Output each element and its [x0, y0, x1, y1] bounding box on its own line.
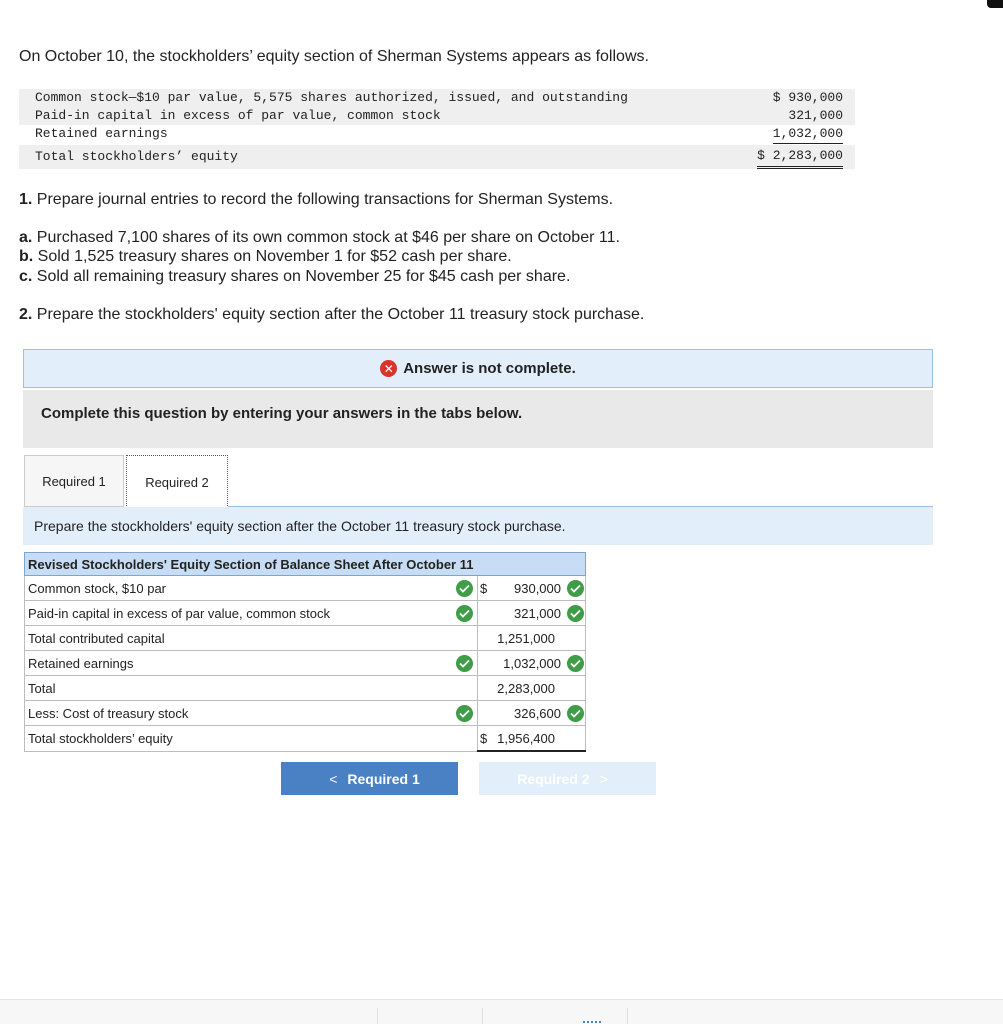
check-icon: [456, 580, 473, 597]
row-label: Total: [25, 676, 453, 701]
question-text: Purchased 7,100 shares of its own common stock at $46 per share on October 11.: [32, 229, 620, 246]
tab-label: Required 2: [145, 474, 209, 490]
amount-value: 2,283,000: [497, 680, 555, 696]
label-check-cell: [453, 726, 478, 752]
corner-mark: [987, 0, 1003, 8]
amount-value: 930,000: [514, 580, 561, 596]
check-icon: [456, 655, 473, 672]
prompt-bar: Prepare the stockholders' equity section after the October 11 treasury stock purchase.: [23, 507, 933, 545]
given-total-row: [19, 145, 855, 169]
label-check-cell: [453, 626, 478, 651]
table-row: [25, 626, 586, 651]
label-check-cell: [453, 651, 478, 676]
label-check-cell: [453, 601, 478, 626]
question-number: c.: [19, 268, 33, 285]
question-2: [19, 306, 644, 324]
question-text: Sold 1,525 treasury shares on November 1 for $52 cash per share.: [33, 248, 512, 265]
check-icon: [456, 705, 473, 722]
amount-cell: [478, 676, 586, 701]
check-icon: [567, 705, 584, 722]
toolbar-divider: [377, 1008, 378, 1024]
amount-value: 1,956,400: [497, 730, 555, 746]
tab-required-2[interactable]: [126, 455, 228, 508]
given-row-value: 321,000: [788, 108, 843, 123]
row-label: Total contributed capital: [25, 626, 453, 651]
dollar-sign: $: [480, 730, 488, 746]
dollar-sign: $: [480, 580, 488, 596]
given-row-label: Retained earnings: [35, 126, 168, 141]
given-row-label: Common stock—$10 par value, 5,575 shares authorized, issued, and outstanding: [35, 90, 628, 105]
given-row-value: 1,032,000: [773, 125, 843, 144]
given-total-label: Total stockholders’ equity: [35, 149, 238, 164]
next-required-2-button[interactable]: [479, 762, 656, 795]
question-number: 2.: [19, 306, 33, 323]
tab-label: Required 1: [42, 473, 106, 489]
given-row-label: Paid-in capital in excess of par value, common stock: [35, 108, 441, 123]
row-label: Total stockholders’ equity: [25, 726, 453, 752]
prev-required-1-button[interactable]: [281, 762, 458, 795]
table-row: [25, 701, 586, 726]
chevron-left-icon: <: [329, 770, 338, 787]
question-number: b.: [19, 248, 34, 265]
banner-text: Answer is not complete.: [403, 360, 576, 377]
amount-value: 321,000: [514, 605, 561, 621]
given-equity-section: [19, 89, 855, 169]
question-1: [19, 191, 613, 209]
question-text: Sold all remaining treasury shares on November 25 for $45 cash per share.: [32, 268, 571, 285]
error-x-icon: ✕: [380, 360, 397, 377]
amount-cell: [478, 626, 586, 651]
next-button-label: Required 2: [517, 770, 590, 787]
table-row: [25, 651, 586, 676]
check-icon: [567, 580, 584, 597]
given-total-value: $ 2,283,000: [757, 146, 843, 169]
row-label: Paid-in capital in excess of par value, common stock: [25, 601, 453, 626]
amount-input[interactable]: [478, 701, 586, 726]
amount-value: 1,032,000: [503, 655, 561, 671]
tab-required-1[interactable]: [24, 455, 124, 507]
question-1c: [19, 268, 570, 286]
prev-button-label: Required 1: [347, 770, 420, 787]
question-1b: [19, 248, 512, 266]
label-check-cell: [453, 576, 478, 601]
amount-input[interactable]: [478, 651, 586, 676]
given-row-value: $ 930,000: [772, 90, 843, 105]
question-number: 1.: [19, 191, 33, 208]
table-title: Revised Stockholders' Equity Section of Balance Sheet After October 11: [25, 553, 586, 576]
intro-text: On October 10, the stockholders’ equity section of Sherman Systems appears as follows.: [19, 48, 649, 65]
row-label: Retained earnings: [25, 651, 453, 676]
toolbar-divider: [627, 1008, 628, 1024]
check-icon: [456, 605, 473, 622]
incomplete-banner: [23, 349, 933, 388]
given-row: [19, 125, 855, 143]
instruction-bar: Complete this question by entering your answers in the tabs below.: [23, 390, 933, 448]
label-check-cell: [453, 701, 478, 726]
chevron-right-icon: >: [599, 770, 608, 787]
question-text: Prepare the stockholders' equity section after the October 11 treasury stock purchase.: [32, 306, 645, 323]
check-icon: [567, 605, 584, 622]
table-row: [25, 601, 586, 626]
amount-input[interactable]: [478, 576, 586, 601]
question-1a: [19, 229, 620, 247]
check-icon: [567, 655, 584, 672]
amount-value: 1,251,000: [497, 630, 555, 646]
label-check-cell: [453, 676, 478, 701]
question-text: Prepare journal entries to record the following transactions for Sherman Systems.: [32, 191, 614, 208]
amount-input[interactable]: [478, 601, 586, 626]
table-header-row: [25, 553, 586, 576]
given-row: [19, 107, 855, 125]
table-row: [25, 576, 586, 601]
table-row: [25, 676, 586, 701]
row-label: Common stock, $10 par: [25, 576, 453, 601]
equity-table: [24, 552, 586, 752]
amount-value: 326,600: [514, 705, 561, 721]
amount-cell: [478, 726, 586, 752]
row-label: Less: Cost of treasury stock: [25, 701, 453, 726]
toolbar-divider: [482, 1008, 483, 1024]
question-number: a.: [19, 229, 33, 246]
table-row: [25, 726, 586, 752]
bottom-toolbar: [0, 999, 1003, 1024]
given-row: [19, 89, 855, 107]
